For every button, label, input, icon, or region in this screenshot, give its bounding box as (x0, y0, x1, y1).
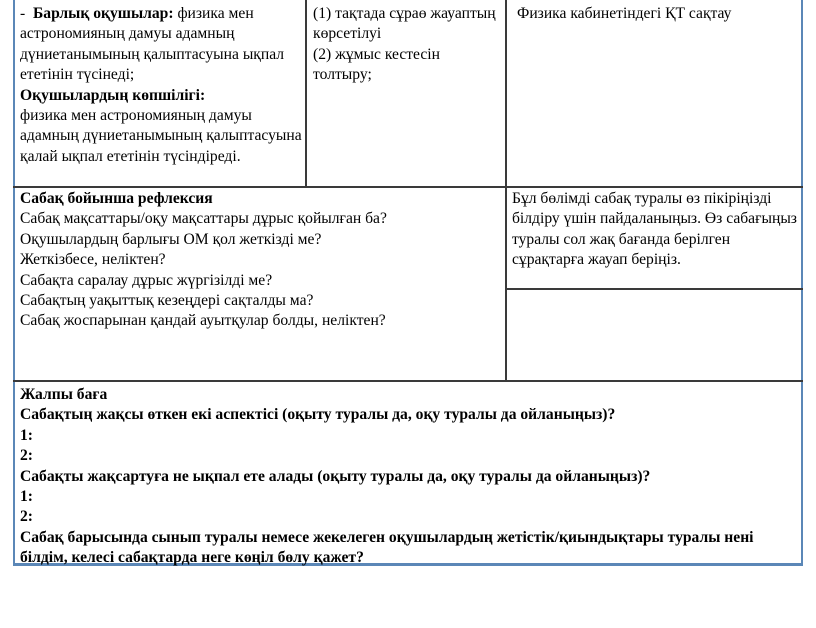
row1-col1-divider (305, 0, 307, 187)
all-students-text: физика мен астрономияның дамуы адамның дүниетанымының қалыптасуына ықпал ететінін түсінеді; (20, 5, 285, 84)
all-students-outcome (20, 4, 302, 86)
reflection-title: Сабақ бойынша рефлексия (20, 190, 213, 207)
overall-assessment-cell (20, 385, 800, 569)
reflection-question: Сабақ мақсаттары/оқу мақсаттары дұрыс қойылған ба? (20, 210, 387, 228)
answer-line: 1: (20, 426, 33, 444)
row2-bottom-border (13, 380, 803, 382)
reflection-note: Бұл бөлімді сабақ туралы өз пікіріңізді білдіру үшін пайдаланыңыз. Өз сабағыңыз туралы сол жақ бағанда берілген сұрақтарға жауап беріңіз. (512, 190, 797, 269)
all-students-label: Барлық оқушылар: (33, 5, 174, 22)
reflection-note-cell (512, 189, 800, 271)
row1-bottom-border (13, 186, 803, 188)
overall-question-3: Сабақ барысында сынып туралы немесе жекелеген оқушылардың жетістік/қиындықтары туралы нені білдім, келесі сабақтарда неге көңіл бөлу қажет? (20, 528, 754, 567)
reflection-question: Сабақта саралау дұрыс жүргізілді ме? (20, 271, 273, 289)
answer-line: 1: (20, 488, 33, 506)
reflection-answer-cell[interactable] (507, 290, 801, 380)
safety-text: Физика кабинетіндегі ҚТ сақтау (517, 5, 732, 22)
overall-question-1: Сабақтың жақсы өткен екі аспектісі (оқыту туралы да, оқу туралы да ойланыңыз)? (20, 406, 616, 424)
reflection-question: Оқушылардың барлығы ОМ қол жеткізді ме? (20, 230, 322, 248)
answer-line: 2: (20, 508, 33, 526)
answer-line: 2: (20, 447, 33, 465)
row1-col3-cell (517, 4, 799, 24)
row1-col2-cell (313, 4, 501, 86)
assessment-item-1: (1) тақтада сұраө жауаптың көрсетілуі (313, 5, 496, 43)
overall-title: Жалпы баға (20, 386, 108, 403)
reflection-cell (20, 189, 502, 332)
row1-col2-divider (505, 0, 507, 187)
reflection-question: Жеткізбесе, неліктен? (20, 251, 166, 269)
overall-question-2: Сабақты жақсартуға не ықпал ете алады (оқыту туралы да, оқу туралы да ойланыңыз)? (20, 467, 651, 485)
assessment-item-2: (2) жұмыс кестесін толтыру; (313, 45, 440, 84)
most-students-text: физика мен астрономияның дамуы адамның дүниетанымының қалыптасуына қалай ықпал ететінін түсіндіреді. (20, 107, 302, 165)
reflection-question: Сабақтың уақыттық кезеңдері сақталды ма? (20, 292, 314, 310)
row1-col1-cell (20, 4, 302, 167)
list-dash: - (20, 5, 26, 22)
reflection-question: Сабақ жоспарынан қандай ауытқулар болды, неліктен? (20, 312, 386, 330)
most-students-label: Оқушылардың көпшілігі: (20, 86, 206, 104)
